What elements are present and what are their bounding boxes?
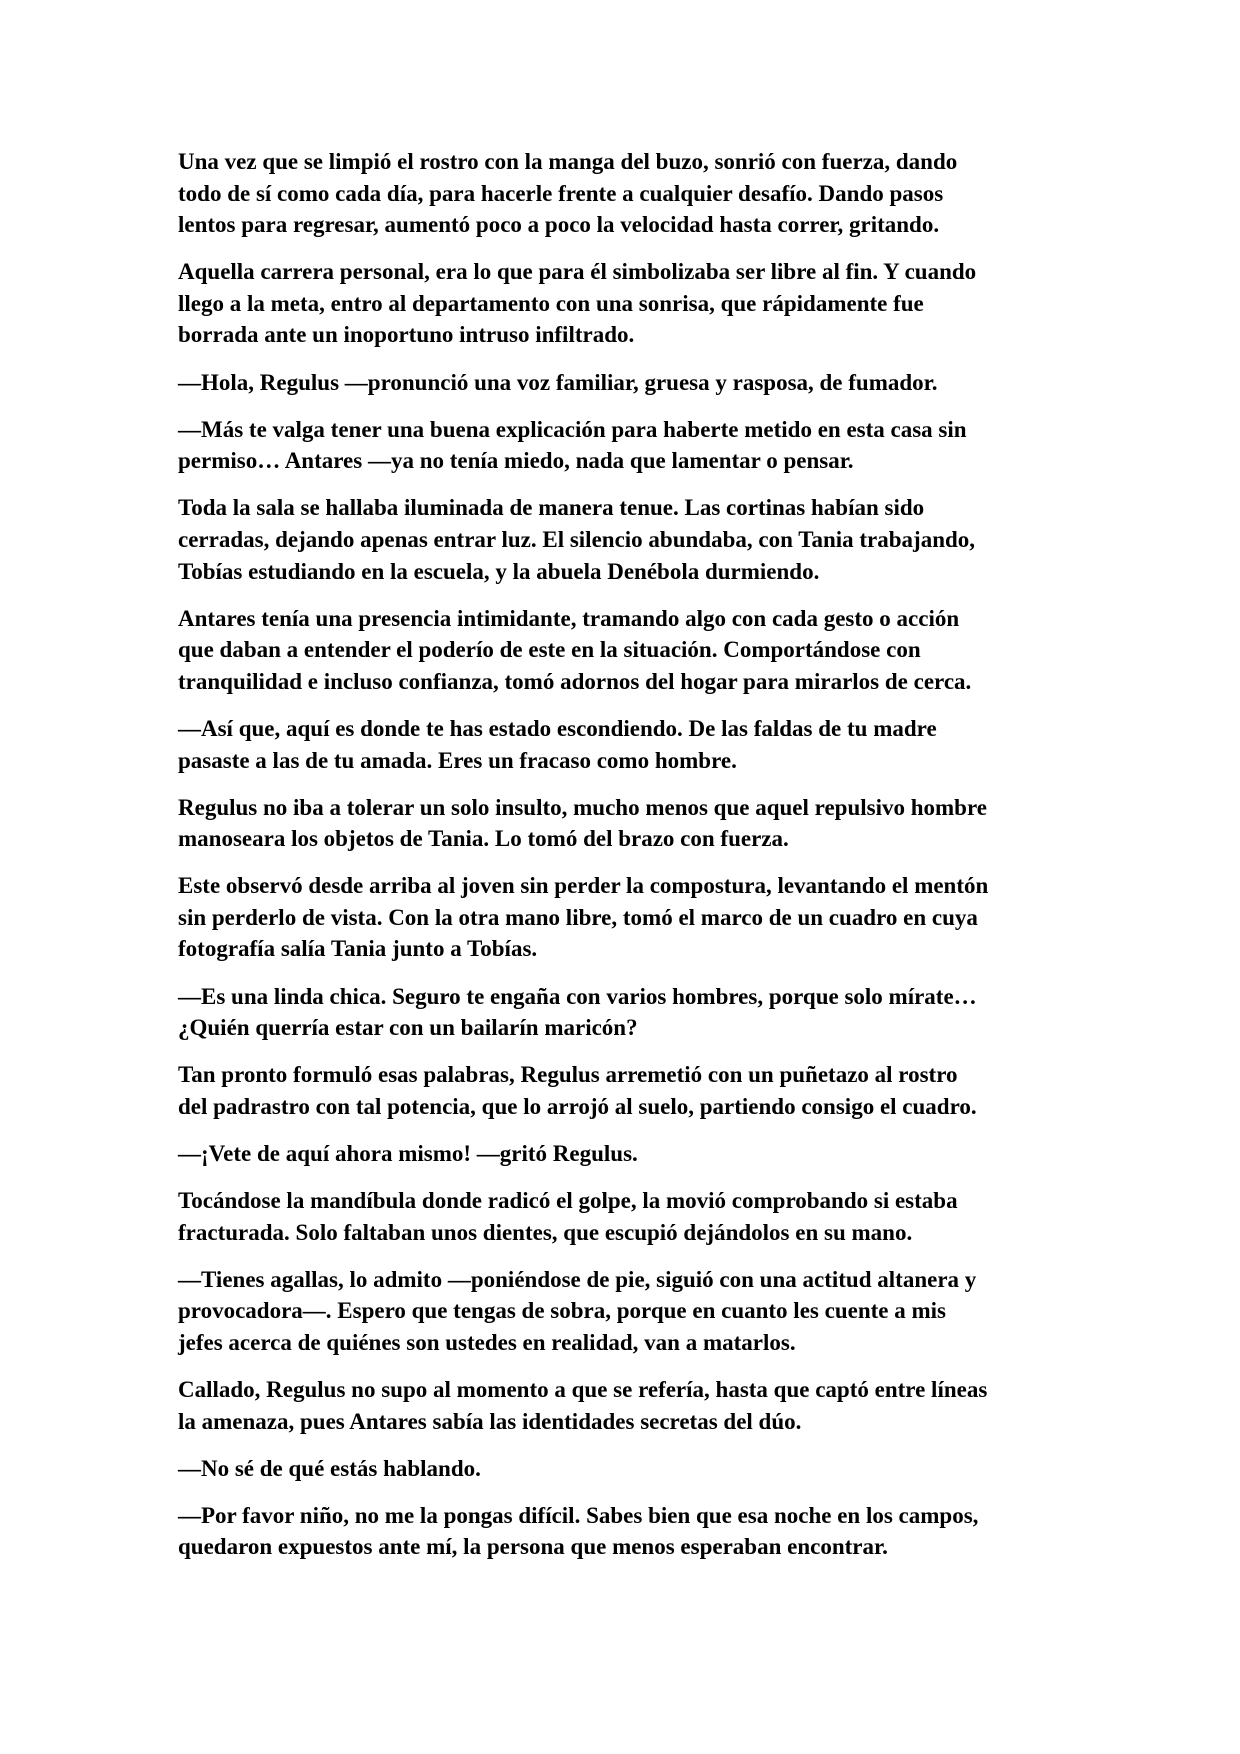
paragraph bbox=[178, 367, 1074, 399]
text-line: borrada ante un inoportuno intruso infiltrado. bbox=[178, 322, 635, 348]
text-line: manoseara los objetos de Tania. Lo tomó del brazo con fuerza. bbox=[178, 826, 789, 852]
text-line: quedaron expuestos ante mí, la persona que menos esperaban encontrar. bbox=[178, 1534, 888, 1560]
paragraph bbox=[178, 256, 1074, 351]
text-line: pasaste a las de tu amada. Eres un fracaso como hombre. bbox=[178, 747, 737, 773]
text-line: lentos para regresar, aumentó poco a poco la velocidad hasta correr, gritando. bbox=[178, 212, 940, 238]
paragraph bbox=[178, 1185, 1074, 1248]
paragraph bbox=[178, 870, 1074, 965]
text-line: —Por favor niño, no me la pongas difícil. Sabes bien que esa noche en los campos, bbox=[178, 1502, 979, 1528]
paragraph bbox=[178, 146, 1074, 241]
text-line: Antares tenía una presencia intimidante, tramando algo con cada gesto o acción bbox=[178, 605, 960, 631]
text-line: Regulus no iba a tolerar un solo insulto, mucho menos que aquel repulsivo hombre bbox=[178, 794, 987, 820]
paragraph bbox=[178, 792, 1074, 855]
text-line: Este observó desde arriba al joven sin perder la compostura, levantando el mentón bbox=[178, 873, 989, 899]
text-line: la amenaza, pues Antares sabía las identidades secretas del dúo. bbox=[178, 1408, 802, 1434]
text-line: que daban a entender el poderío de este en la situación. Comportándose con bbox=[178, 637, 921, 663]
paragraph bbox=[178, 492, 1074, 587]
text-line: Tan pronto formuló esas palabras, Regulus arremetió con un puñetazo al rostro bbox=[178, 1062, 958, 1088]
text-line: Tobías estudiando en la escuela, y la abuela Denébola durmiendo. bbox=[178, 558, 820, 584]
document-page bbox=[178, 146, 1074, 1578]
paragraph bbox=[178, 1264, 1074, 1359]
text-line: —Es una linda chica. Seguro te engaña con varios hombres, porque solo mírate… bbox=[178, 983, 977, 1009]
paragraph bbox=[178, 1138, 1074, 1170]
paragraph bbox=[178, 1059, 1074, 1122]
paragraph bbox=[178, 713, 1074, 776]
text-line: —Tienes agallas, lo admito —poniéndose de pie, siguió con una actitud altanera y bbox=[178, 1266, 977, 1292]
paragraph bbox=[178, 981, 1074, 1044]
paragraph bbox=[178, 1453, 1074, 1485]
text-line: llego a la meta, entro al departamento con una sonrisa, que rápidamente fue bbox=[178, 290, 924, 316]
text-line: cerradas, dejando apenas entrar luz. El silencio abundaba, con Tania trabajando, bbox=[178, 526, 976, 552]
text-line: tranquilidad e incluso confianza, tomó adornos del hogar para mirarlos de cerca. bbox=[178, 668, 972, 694]
paragraph bbox=[178, 414, 1074, 477]
text-line: Toda la sala se hallaba iluminada de manera tenue. Las cortinas habían sido bbox=[178, 495, 925, 521]
text-line: provocadora—. Espero que tengas de sobra, porque en cuanto les cuente a mis bbox=[178, 1298, 946, 1324]
text-line: del padrastro con tal potencia, que lo arrojó al suelo, partiendo consigo el cuadro. bbox=[178, 1093, 977, 1119]
paragraph bbox=[178, 1500, 1074, 1563]
text-line: Callado, Regulus no supo al momento a que se refería, hasta que captó entre líneas bbox=[178, 1377, 988, 1402]
text-line: fracturada. Solo faltaban unos dientes, que escupió dejándolos en su mano. bbox=[178, 1219, 913, 1245]
text-line: —Más te valga tener una buena explicación para haberte metido en esta casa sin bbox=[178, 416, 967, 442]
text-line: todo de sí como cada día, para hacerle frente a cualquier desafío. Dando pasos bbox=[178, 180, 944, 206]
text-line: ¿Quién querría estar con un bailarín maricón? bbox=[178, 1015, 638, 1041]
text-line: —Así que, aquí es donde te has estado escondiendo. De las faldas de tu madre bbox=[178, 715, 937, 741]
text-line: Aquella carrera personal, era lo que para él simbolizaba ser libre al fin. Y cuando bbox=[178, 259, 977, 285]
text-line: —Hola, Regulus —pronunció una voz familiar, gruesa y rasposa, de fumador. bbox=[178, 369, 938, 395]
text-line: sin perderlo de vista. Con la otra mano libre, tomó el marco de un cuadro en cuya bbox=[178, 904, 978, 930]
text-line: fotografía salía Tania junto a Tobías. bbox=[178, 936, 538, 962]
text-line: —No sé de qué estás hablando. bbox=[178, 1455, 481, 1481]
paragraph bbox=[178, 1374, 1074, 1437]
paragraph bbox=[178, 603, 1074, 698]
text-line: Una vez que se limpió el rostro con la manga del buzo, sonrió con fuerza, dando bbox=[178, 149, 958, 174]
text-line: permiso… Antares —ya no tenía miedo, nada que lamentar o pensar. bbox=[178, 448, 854, 474]
text-line: jefes acerca de quiénes son ustedes en realidad, van a matarlos. bbox=[178, 1329, 796, 1355]
text-line: —¡Vete de aquí ahora mismo! —gritó Regulus. bbox=[178, 1140, 638, 1166]
text-line: Tocándose la mandíbula donde radicó el golpe, la movió comprobando si estaba bbox=[178, 1188, 958, 1214]
